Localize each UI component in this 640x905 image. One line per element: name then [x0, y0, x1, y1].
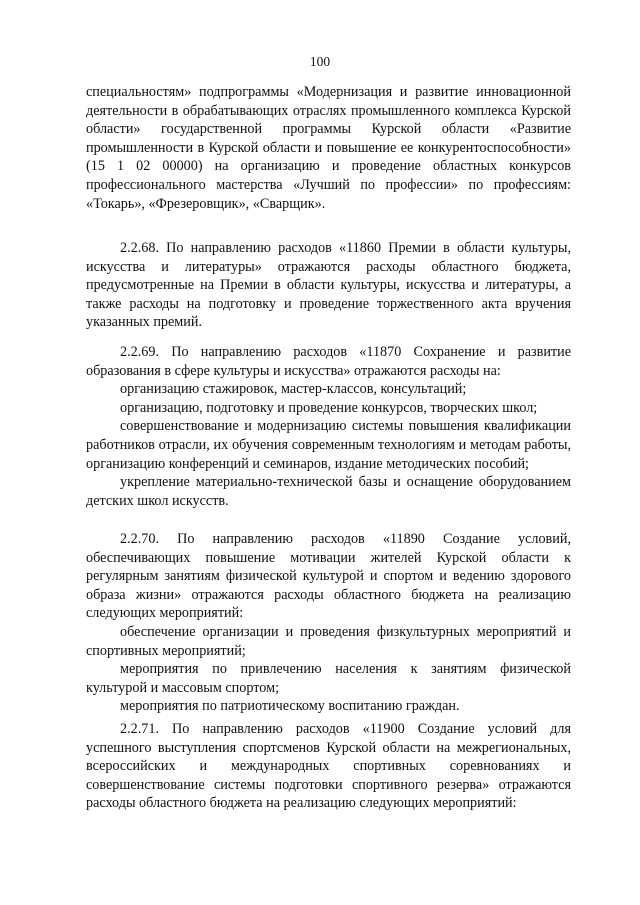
- paragraph-2-2-71: 2.2.71. По направлению расходов «11900 Создание условий для успешного выступления спортсменов Курской области на межрегиональных, всероссийских и международных спортивных соревнованиях и совершенствование системы подготовки спортивного резерва» отражаются расходы областного бюджета на реализацию следующих мероприятий:: [86, 721, 571, 812]
- paragraph-2-2-68: 2.2.68. По направлению расходов «11860 Премии в области культуры, искусства и литературы» отражаются расходы областного бюджета, предусмотренные на Премии в области культуры, искусства и литературы, а также расходы на подготовку и проведение торжественного акта вручения указанных премий.: [86, 240, 571, 331]
- section-2-2-69: [86, 343, 571, 510]
- list-item: мероприятия по привлечению населения к занятиям физической культурой и массовым спортом;: [86, 661, 571, 696]
- paragraph-2-2-69: 2.2.69. По направлению расходов «11870 Сохранение и развитие образования в сфере культуры и искусства» отражаются расходы на:: [86, 344, 571, 379]
- section-2-2-71: [86, 720, 571, 813]
- list-item: обеспечение организации и проведения физкультурных мероприятий и спортивных мероприятий;: [86, 623, 571, 659]
- section-2-2-70: [86, 530, 571, 716]
- page-number: 100: [309, 54, 331, 69]
- list-item: организацию стажировок, мастер-классов, консультаций;: [120, 381, 467, 398]
- list-item: мероприятия по патриотическому воспитанию граждан.: [120, 698, 460, 715]
- list-item: организацию, подготовку и проведение конкурсов, творческих школ;: [120, 399, 538, 416]
- paragraph-intro-block: [86, 83, 571, 213]
- list-item: совершенствование и модернизацию системы повышения квалификации работников отрасли, их обучения современным технологиям и методам работы, организацию конференций и семинаров, издание методических пособий;: [86, 418, 571, 472]
- paragraph-2-2-70: 2.2.70. По направлению расходов «11890 Создание условий, обеспечивающих повышение мотивации жителей Курской области к регулярным занятиям физической культурой и спортом и ведению здорового образа жизни» отражаются расходы областного бюджета на реализацию следующих мероприятий:: [86, 531, 571, 622]
- paragraph-intro: специальностям» подпрограммы «Модернизация и развитие инновационной деятельности в обрабатывающих отраслях промышленного комплекса Курской области» государственной программы Курской области «Развитие промышленности в Курской области и повышение ее конкурентоспособности» (15 1 02 00000) на организацию и проведение областных конкурсов профессионального мастерства «Лучший по профессии» по профессиям: «Токарь», «Фрезеровщик», «Сварщик».: [86, 84, 571, 212]
- section-2-2-68: [86, 239, 571, 332]
- list-item: укрепление материально-технической базы и оснащение оборудованием детских школ искусств.: [86, 474, 571, 509]
